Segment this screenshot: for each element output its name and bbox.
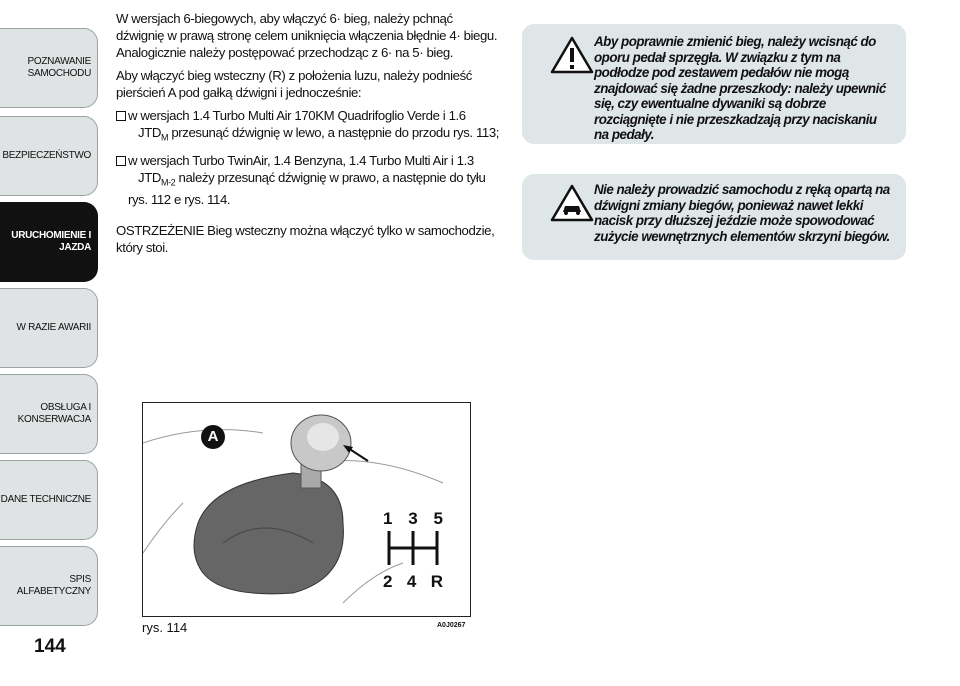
bullet-item <box>116 107 500 147</box>
tab-label: SPIS ALFABETYCZNY <box>16 574 91 597</box>
bullet-text: należy przesunąć dźwignię w prawo, a następnie do tyłu rys. 112 e rys. 114. <box>128 169 486 208</box>
bullet-text: JTD <box>138 125 161 140</box>
main-text <box>116 10 500 262</box>
warning-text: Nie należy prowadzić samochodu z ręką opartą na dźwigni zmiany biegów, ponieważ nawet lekki nacisk przy dłuższej jeździe może spowodować zużycie wewnętrznych elementów skrzyni biegów. <box>594 182 890 244</box>
gear-label: 5 <box>433 509 443 528</box>
tab-uruchomienie-i-jazda[interactable] <box>0 202 98 282</box>
paragraph-reverse: Aby włączyć bieg wsteczny (R) z położenia luzu, należy podnieść pierścień A pod gałką dźwigni i jednocześnie: <box>116 68 472 100</box>
tab-label: OBSŁUGA I KONSERWACJA <box>17 402 91 425</box>
tab-bezpieczenstwo[interactable] <box>0 116 98 196</box>
gear-shift-pattern-icon <box>383 529 443 567</box>
tab-label: BEZPIECZEŃSTWO <box>2 150 91 161</box>
bullet-item <box>116 152 500 209</box>
bullet-text: w wersjach Turbo TwinAir, 1.4 Benzyna, 1.4 Turbo Multi Air i 1.3 <box>128 152 474 168</box>
tab-label: POZNAWANIE SAMOCHODU <box>27 56 91 79</box>
tab-poznawanie-samochodu[interactable] <box>0 28 98 108</box>
tab-label: W RAZIE AWARII <box>16 322 91 333</box>
tab-label: DANE TECHNICZNE <box>0 494 91 505</box>
subscript: M <box>160 132 169 143</box>
tab-dane-techniczne[interactable] <box>0 460 98 540</box>
gear-label: 3 <box>408 509 418 528</box>
gear-label: 4 <box>406 572 417 591</box>
gear-label: 2 <box>383 572 393 591</box>
checkbox-bullet-icon <box>116 111 126 121</box>
gear-label: R <box>430 572 443 591</box>
paragraph-6-speed: W wersjach 6-biegowych, aby włączyć 6· bieg, należy pchnąć dźwignię w prawą stronę celem uniknięcia włączenia błędnie 4· biegu. Analogicznie należy postępować przechodząc z 6· na 5· bieg. <box>116 11 498 60</box>
warning-box-clutch <box>522 24 906 144</box>
bullet-text: w wersjach 1.4 Turbo Multi Air 170KM Quadrifoglio Verde i 1.6 <box>128 108 466 123</box>
figure-code: A0J0267 <box>437 622 466 629</box>
gear-label: 1 <box>383 509 393 528</box>
tab-w-razie-awarii[interactable] <box>0 288 98 368</box>
tab-label: URUCHOMIENIE I JAZDA <box>11 230 91 253</box>
bullet-text: przesunąć dźwignię w lewo, a następnie do przodu rys. 113; <box>168 125 500 140</box>
label-a: A <box>207 428 219 445</box>
warning-text: Aby poprawnie zmienić bieg, należy wcisnąć do oporu pedał sprzęgła. W związku z tym na podłodze pod zestawem pedałów nie mogą znajdować się żadne przeszkody: należy upewnić się, czy ewentualne dywaniki są dobrze rozciągnięte i nie przeszkadzają przy naciskaniu na pedały. <box>594 34 886 142</box>
bullet-text: JTD <box>138 169 161 185</box>
gear-pattern <box>383 509 443 589</box>
warning-box-hand <box>522 174 906 260</box>
checkbox-bullet-icon <box>116 156 126 166</box>
subscript: M-2 <box>160 177 176 188</box>
page-number: 144 <box>34 636 66 657</box>
tab-spis-alfabetyczny[interactable] <box>0 546 98 626</box>
figure-caption: rys. 114 <box>142 620 188 635</box>
tab-obsluga-i-konserwacja[interactable] <box>0 374 98 454</box>
paragraph-warning: OSTRZEŻENIE Bieg wsteczny można włączyć tylko w samochodzie, który stoi. <box>116 223 495 256</box>
figure-gearshift <box>142 402 471 617</box>
label-a-marker <box>201 425 225 449</box>
